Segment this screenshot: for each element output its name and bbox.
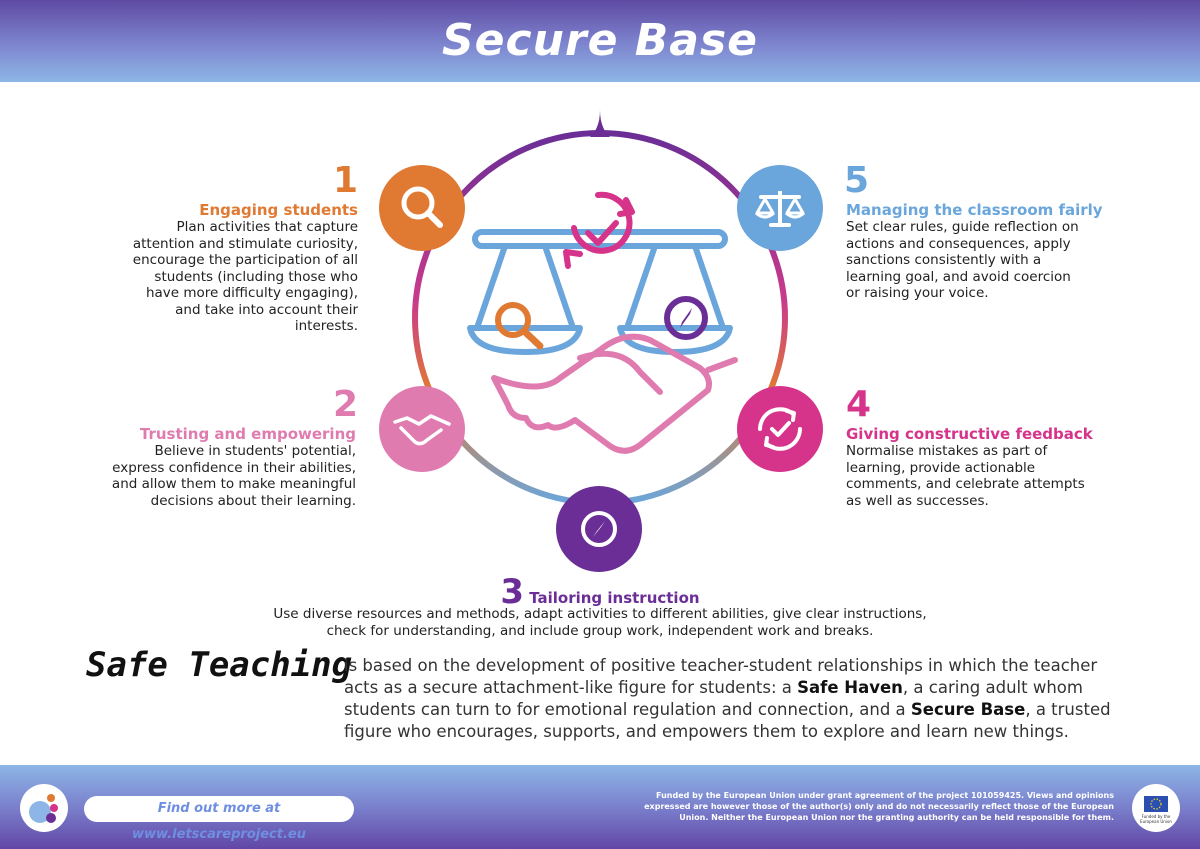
magnifier-icon [379, 165, 465, 251]
item-5-description: Set clear rules, guide reflection on actions and consequences, apply sanctions consistently with a learning goal, and avoid coercion or raising your voice. [846, 219, 1079, 301]
item-1-number: 1 [332, 160, 358, 201]
item-3-number: 3 [500, 572, 525, 612]
item-4-title: Giving constructive feedback [846, 425, 1093, 443]
item-4-description: Normalise mistakes as part of learning, provide actionable comments, and celebrate attempts as well as successes. [846, 443, 1085, 509]
item-3-title: Tailoring instruction [529, 589, 700, 607]
item-1-circle [379, 165, 465, 251]
safe-teaching-text [344, 655, 1134, 743]
letscare-logo-icon [20, 784, 68, 832]
funding-disclaimer: Funded by the European Union under grant agreement of the project 101059425. Views and opinions expressed are however those of the author(s) only and do not necessarily reflect those of the European Union. Neither the European Union nor the granting authority can be held responsible for them. [644, 791, 1114, 822]
scales-handshake-icon [470, 195, 735, 451]
eu-flag-icon [1132, 784, 1180, 832]
safe-teaching-text-3: , a trusted figure who encourages, supports, and empowers them to explore and learn new things. [344, 700, 1111, 741]
item-5-circle [737, 165, 823, 251]
item-2-number: 2 [332, 384, 358, 425]
compass-icon [556, 486, 642, 572]
find-out-more-link[interactable]: Find out more at www.letscareproject.eu [84, 796, 354, 822]
item-1-description: Plan activities that capture attention and stimulate curiosity, encourage the participation of all students (including those who have more difficulty engaging), and take into account their interests. [132, 219, 358, 334]
secure-base-term: Secure Base [910, 700, 1026, 719]
item-4-number: 4 [846, 384, 872, 425]
item-1-title: Engaging students [199, 201, 358, 219]
safe-teaching-text-1: is based on the development of positive teacher-student relationships in which the teacher acts as a secure attachment-like figure for students: a [344, 656, 1098, 697]
safe-teaching-title: Safe Teaching [86, 645, 353, 685]
item-5-number: 5 [844, 160, 870, 201]
safe-haven-term: Safe Haven [797, 678, 903, 697]
scales-icon [737, 165, 823, 251]
item-5-title: Managing the classroom fairly [846, 201, 1103, 219]
item-2-description: Believe in students' potential, express confidence in their abilities, and allow them to make meaningful decisions about their learning. [111, 443, 356, 509]
refresh-check-icon [737, 386, 823, 472]
item-3-circle [556, 486, 642, 572]
page-title: Secure Base [441, 15, 759, 66]
handshake-icon [379, 386, 465, 472]
item-2-circle [379, 386, 465, 472]
item-2-title: Trusting and empowering [139, 425, 356, 443]
item-4-circle [737, 386, 823, 472]
item-3-description: Use diverse resources and methods, adapt activities to different abilities, give clear instructions, check for understanding, and include group work, independent work and breaks. [273, 606, 927, 639]
eu-logo-caption: Funded by the European Union [1140, 814, 1172, 824]
safe-teaching-text-2: , a caring adult whom students can turn to for emotional regulation and connection, and a [344, 678, 1083, 719]
central-ring [415, 133, 785, 503]
